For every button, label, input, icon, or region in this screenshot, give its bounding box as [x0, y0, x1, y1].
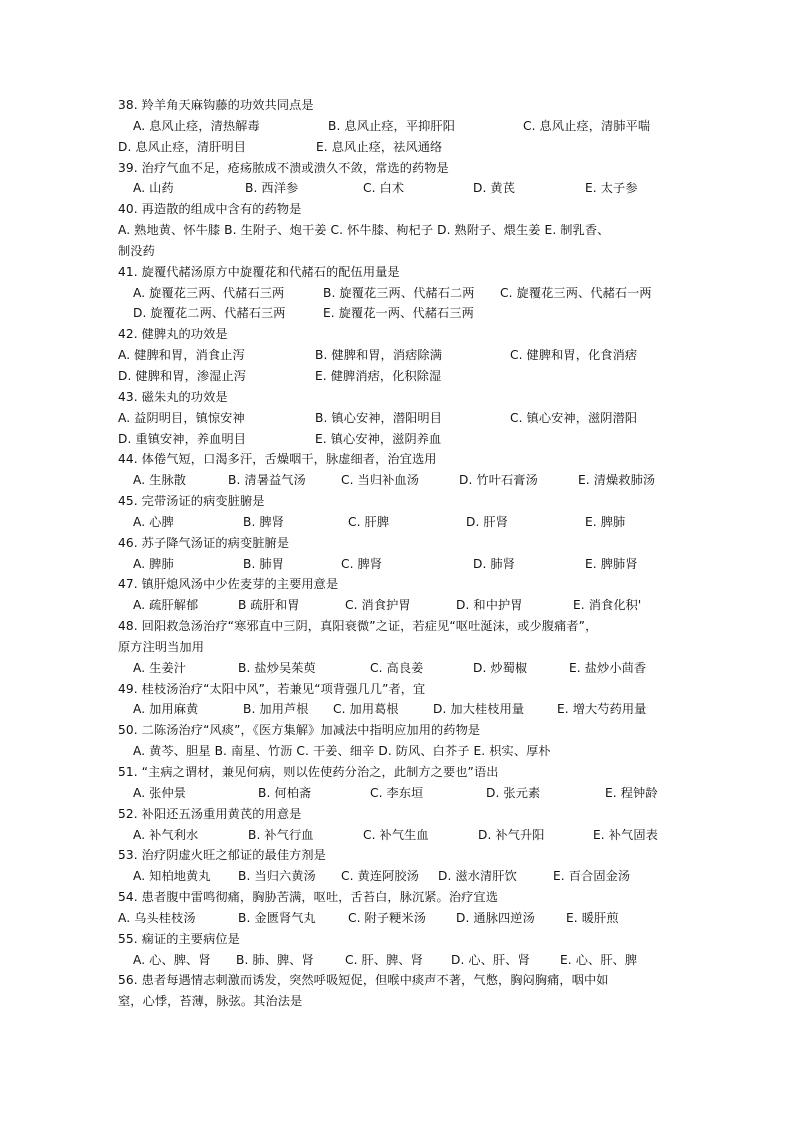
option-row [118, 908, 678, 929]
answer-option: D. 和中护胃 [456, 598, 523, 613]
answer-option: C. 李东垣 [370, 785, 424, 800]
question-text: 45. 完带汤证的病变脏腑是 [118, 494, 265, 509]
question-text: 51. “主病之谓材，兼见何病，则以佐使药分治之，此制方之要也”语出 [118, 765, 499, 779]
question-block [118, 199, 678, 262]
option-row [118, 116, 678, 137]
answer-option: B. 加用芦根 [243, 702, 309, 717]
question-block [118, 574, 678, 616]
exam-page [118, 95, 678, 1012]
answer-option: E. 息风止痉，祛风通络 [316, 139, 443, 154]
answer-option: E. 清燥救肺汤 [578, 473, 656, 488]
answer-option: A. 加用麻黄 [133, 702, 199, 717]
answer-option: C. 当归补血汤 [341, 473, 419, 488]
question-block [118, 679, 678, 721]
question-text: 50. 二陈汤治疗“风痰”，《医方集解》加减法中指明应加用的药物是 [118, 723, 481, 738]
answer-option: A. 脾肺 [133, 556, 174, 571]
option-row [118, 303, 678, 324]
question-block [118, 762, 678, 804]
answer-option: D. 心、肝、肾 [451, 952, 530, 967]
answer-option: B. 息风止痉，平抑肝阳 [328, 118, 455, 133]
question-text: 42. 健脾丸的功效是 [118, 327, 228, 342]
option-row [118, 366, 678, 387]
question-text: 52. 补阳还五汤重用黄芪的用意是 [118, 806, 302, 821]
option-row [118, 345, 678, 366]
answer-option: B. 旋覆花三两、代赭石二两 [323, 285, 475, 300]
answer-option: C. 附子粳米汤 [348, 910, 426, 925]
answer-option: C. 肝、脾、肾 [345, 952, 423, 967]
answer-option: E. 增大芍药用量 [557, 702, 647, 717]
question-block [118, 387, 678, 450]
answer-option: C. 高良姜 [370, 660, 424, 675]
question-block [118, 616, 678, 679]
answer-option: D. 重镇安神，养血明目 [118, 431, 247, 446]
question-text: 41. 旋覆代赭汤原方中旋覆花和代赭石的配伍用量是 [118, 264, 400, 279]
option-row [118, 512, 678, 533]
answer-option: B. 补气行血 [248, 827, 314, 842]
question-text: 43. 磁朱丸的功效是 [118, 389, 228, 404]
question-text: 54. 患者腹中雷鸣彻痛，胸胁苦满，呕吐，舌苔白，脉沉紧。治疗宜选 [118, 890, 498, 905]
answer-option: C. 镇心安神，滋阴潜阳 [510, 410, 638, 425]
question-text: 39. 治疗气血不足，疮疡脓成不溃或溃久不敛，常选的药物是 [118, 160, 449, 175]
question-text: 53. 治疗阴虚火旺之郁证的最佳方剂是 [118, 848, 326, 863]
answer-option: A. 息风止痉，清热解毒 [133, 118, 260, 133]
answer-option: B. 镇心安神，潜阳明目 [315, 410, 442, 425]
answer-option: C. 加用葛根 [333, 702, 399, 717]
answer-option: E. 健脾消痞，化积除湿 [315, 368, 442, 383]
answer-option: B. 盐炒吴茱萸 [238, 660, 316, 675]
answer-option: E. 暖肝煎 [566, 910, 619, 925]
answer-option: A. 健脾和胃，消食止泻 [118, 348, 245, 363]
question-text: 44. 体倦气短，口渴多汗，舌燥咽干，脉虚细者，治宜选用 [118, 452, 437, 467]
answer-option: E. 补气固表 [593, 827, 658, 842]
answer-option: C. 白术 [363, 181, 405, 196]
answer-option: B. 健脾和胃，消痞除满 [315, 348, 442, 363]
question-block [118, 95, 678, 158]
answer-option: A. 山药 [133, 181, 174, 196]
question-block [118, 845, 678, 887]
option-row [118, 408, 678, 429]
answer-option: D. 黄芪 [473, 181, 516, 196]
answer-option: E. 程钟龄 [605, 785, 658, 800]
answer-option: D. 滋水清肝饮 [438, 869, 517, 884]
option-row [118, 699, 678, 720]
question-text: 原方注明当加用 [118, 639, 205, 654]
answer-option: C. 息风止痉，清肺平喘 [523, 118, 651, 133]
option-row [118, 283, 678, 304]
option-row [118, 783, 678, 804]
answer-option: B. 清暑益气汤 [228, 473, 306, 488]
answer-option: D. 补气升阳 [478, 827, 545, 842]
answer-option: E. 心、肝、脾 [560, 952, 638, 967]
answer-option: B. 当归六黄汤 [238, 869, 316, 884]
question-text: 窒，心悸，苔薄，脉弦。其治法是 [118, 994, 303, 1009]
question-text: 40. 再造散的组成中含有的药物是 [118, 202, 302, 217]
answer-option: B. 何柏斋 [258, 785, 312, 800]
option-row [118, 595, 678, 616]
answer-option: D. 竹叶石膏汤 [459, 473, 538, 488]
question-block [118, 449, 678, 491]
answer-option: D. 加大桂枝用量 [433, 702, 525, 717]
answer-option: E. 脾肺 [585, 514, 626, 529]
answer-option: B. 西洋参 [245, 181, 299, 196]
question-text: 49. 桂枝汤治疗“太阳中风”，若兼见“项背强几几”者，宜 [118, 681, 426, 696]
question-text: 55. 痫证的主要病位是 [118, 931, 240, 946]
answer-option: D. 炒蜀椒 [473, 660, 528, 675]
question-block [118, 324, 678, 387]
answer-option: D. 通脉四逆汤 [456, 910, 535, 925]
option-row [118, 866, 678, 887]
answer-option: A. 补气利水 [133, 827, 199, 842]
option-row [118, 825, 678, 846]
option-row [118, 658, 678, 679]
answer-option: A. 生姜汁 [133, 660, 187, 675]
question-text: 48. 回阳救急汤治疗“寒邪直中三阴，真阳衰微”之证，若症见“呕吐涎沫，或少腹痛者”， [118, 619, 598, 634]
answer-option: C. 消食护胃 [345, 598, 411, 613]
answer-option: C. 健脾和胃，化食消痞 [510, 348, 638, 363]
answer-option: D. 旋覆花二两、代赭石三两 [133, 306, 286, 321]
question-block [118, 720, 678, 762]
answer-option: A. 乌头桂枝汤 [118, 910, 196, 925]
question-text: 47. 镇肝熄风汤中少佐麦芽的主要用意是 [118, 577, 339, 592]
answer-option: B. 脾肾 [243, 514, 284, 529]
option-row [118, 137, 678, 158]
question-text: 38. 羚羊角天麻钩藤的功效共同点是 [118, 98, 314, 112]
option-row [118, 178, 678, 199]
answer-option: D. 息风止痉，清肝明目 [118, 139, 247, 154]
question-text: A. 熟地黄、怀牛膝 B. 生附子、炮干姜 C. 怀牛膝、枸杞子 D. 熟附子、煨生姜 E. 制乳香、 [118, 223, 610, 238]
answer-option: A. 旋覆花三两、代赭石三两 [133, 285, 285, 300]
question-block [118, 158, 678, 200]
option-row [118, 741, 678, 762]
question-text: 56. 患者每遇情志刺激而诱发，突然呼吸短促，但喉中痰声不著，气憋，胸闷胸痛，咽中如 [118, 973, 609, 988]
question-block [118, 970, 678, 1012]
answer-option: B. 肺、脾、肾 [236, 952, 314, 967]
answer-option: E. 镇心安神，滋阴养血 [315, 431, 442, 446]
answer-option: E. 盐炒小茴香 [569, 660, 647, 675]
answer-option: E. 旋覆花一两、代赭石三两 [323, 306, 474, 321]
option-row [118, 470, 678, 491]
answer-option: E. 脾肺肾 [585, 556, 638, 571]
answer-option: A. 黄芩、胆星 B. 南星、竹沥 C. 干姜、细辛 D. 防风、白芥子 E. 枳实、厚朴 [133, 744, 551, 759]
answer-option: C. 黄连阿胶汤 [341, 869, 419, 884]
answer-option: E. 消食化积' [573, 598, 642, 613]
question-block [118, 804, 678, 846]
answer-option: C. 补气生血 [363, 827, 429, 842]
answer-option: A. 张仲景 [133, 785, 187, 800]
option-row [118, 554, 678, 575]
answer-option: D. 张元素 [486, 785, 541, 800]
answer-option: E. 太子参 [585, 181, 638, 196]
answer-option: D. 肝肾 [466, 514, 509, 529]
answer-option: C. 肝脾 [348, 514, 390, 529]
answer-option: B. 肺胃 [243, 556, 284, 571]
answer-option: D. 肺肾 [473, 556, 516, 571]
answer-option: C. 脾肾 [341, 556, 383, 571]
answer-option: C. 旋覆花三两、代赭石一两 [500, 285, 652, 300]
answer-option: A. 疏肝解郁 [133, 598, 199, 613]
question-text: 制没药 [118, 243, 155, 258]
answer-option: E. 百合固金汤 [553, 869, 631, 884]
question-block [118, 887, 678, 929]
answer-option: A. 益阴明目，镇惊安神 [118, 410, 245, 425]
answer-option: D. 健脾和胃，渗湿止泻 [118, 368, 247, 383]
answer-option: A. 心、脾、肾 [133, 952, 211, 967]
question-block [118, 533, 678, 575]
option-row [118, 429, 678, 450]
option-row [118, 950, 678, 971]
answer-option: A. 知柏地黄丸 [133, 869, 211, 884]
answer-option: B 疏肝和胃 [238, 598, 300, 613]
answer-option: A. 心脾 [133, 514, 174, 529]
question-text: 46. 苏子降气汤证的病变脏腑是 [118, 535, 290, 550]
answer-option: B. 金匮肾气丸 [238, 910, 316, 925]
question-block [118, 262, 678, 325]
question-block [118, 491, 678, 533]
answer-option: A. 生脉散 [133, 473, 187, 488]
question-block [118, 929, 678, 971]
